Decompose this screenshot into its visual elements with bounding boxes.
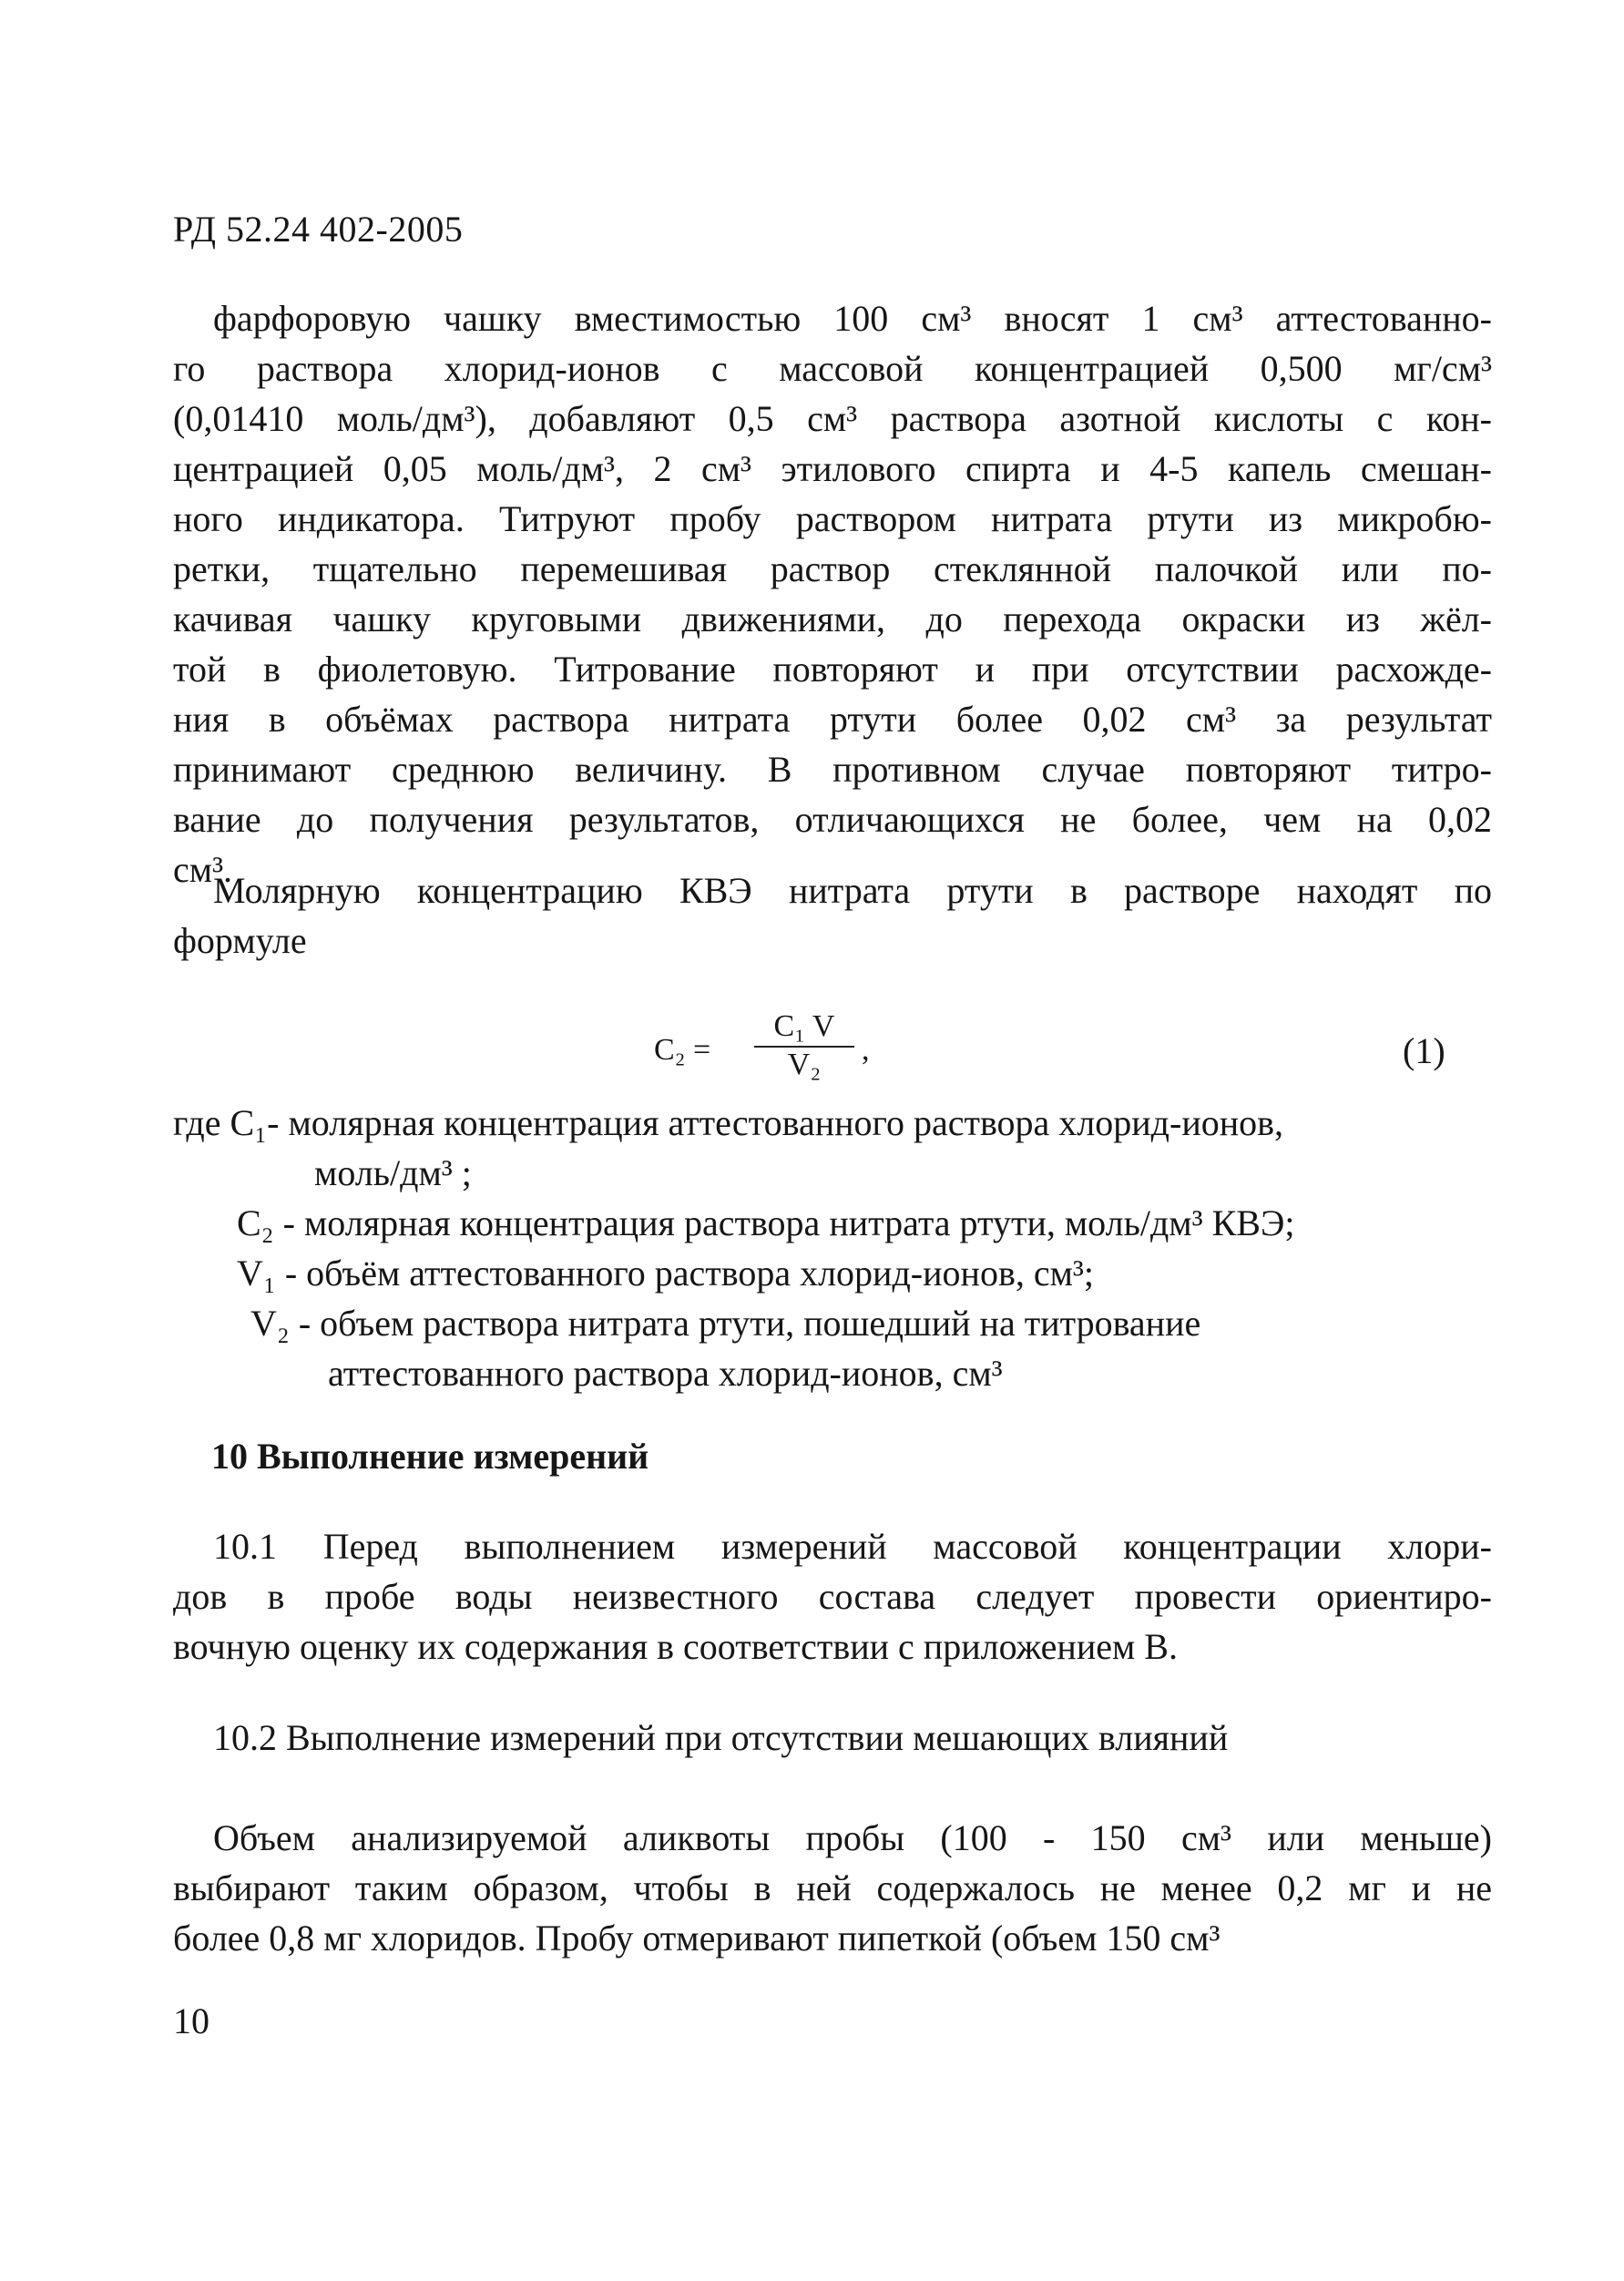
- paragraph-10-1: [173, 1521, 1492, 1672]
- page-number: 10: [173, 2000, 209, 2041]
- text-line: принимают среднюю величину. В противном случае повторяют титро-: [173, 749, 1492, 790]
- text-line: выбирают таким образом, чтобы в ней содержалось не менее 0,2 мг и не: [173, 1867, 1492, 1908]
- legend-line: моль/дм³ ;: [314, 1152, 472, 1193]
- text-line: ретки, тщательно перемешивая раствор стеклянной палочкой или по-: [173, 548, 1492, 589]
- text-line: вочную оценку их содержания в соответствии с приложением В.: [173, 1626, 1178, 1667]
- legend-line: C₂ - молярная концентрация раствора нитрата ртути, моль/дм³ КВЭ;: [237, 1202, 1295, 1243]
- text-line: 10.1 Перед выполнением измерений массовой концентрации хлори-: [213, 1526, 1492, 1567]
- legend-line: V₁ - объём аттестованного раствора хлорид-ионов, см³;: [237, 1253, 1094, 1294]
- text-line: центрацией 0,05 моль/дм³, 2 см³ этилового спирта и 4-5 капель смешан-: [173, 448, 1492, 489]
- text-line: Молярную концентрацию КВЭ нитрата ртути в растворе находят по: [213, 870, 1492, 911]
- legend-line: где C₁- молярная концентрация аттестованного раствора хлорид-ионов,: [173, 1102, 1284, 1143]
- text-line: см³.: [173, 849, 233, 890]
- text-line: (0,01410 моль/дм³), добавляют 0,5 см³ раствора азотной кислоты с кон-: [173, 398, 1492, 439]
- formula-denominator: V₂: [787, 1048, 822, 1081]
- paragraph-aliquot: [173, 1813, 1492, 1963]
- text-line: фарфоровую чашку вместимостью 100 см³ вносят 1 см³ аттестованно-: [213, 298, 1492, 339]
- text-line: вание до получения результатов, отличающихся не более, чем на 0,02: [173, 799, 1492, 840]
- text-line: го раствора хлорид-ионов с массовой концентрацией 0,500 мг/см³: [173, 348, 1492, 389]
- formula-numerator: C₁ V: [754, 1009, 854, 1048]
- formula-legend: [173, 1098, 1294, 1398]
- equation-number: (1): [1403, 1030, 1445, 1071]
- formula: [654, 1009, 891, 1100]
- formula-comma: ,: [862, 1033, 870, 1067]
- paragraph-formula-intro: [173, 865, 1492, 966]
- formula-lhs: C₂ =: [654, 1033, 711, 1067]
- paragraph-10-2: [173, 1713, 1492, 1763]
- text-line: дов в пробе воды неизвестного состава следует провести ориентиро-: [173, 1576, 1492, 1617]
- document-code: РД 52.24 402-2005: [173, 209, 464, 250]
- text-line: 10.2 Выполнение измерений при отсутствии мешающих влияний: [213, 1717, 1229, 1758]
- text-line: более 0,8 мг хлоридов. Пробу отмеривают пипеткой (объем 150 см³: [173, 1918, 1221, 1959]
- text-line: формуле: [173, 920, 307, 961]
- section-heading: 10 Выполнение измерений: [211, 1436, 649, 1477]
- text-line: качивая чашку круговыми движениями, до перехода окраски из жёл-: [173, 598, 1492, 639]
- text-line: той в фиолетовую. Титрование повторяют и при отсутствии расхожде-: [173, 649, 1492, 690]
- text-line: ния в объёмах раствора нитрата ртути более 0,02 см³ за результат: [173, 699, 1492, 740]
- legend-line: V₂ - объем раствора нитрата ртути, пошедший на титрование: [250, 1303, 1201, 1344]
- formula-fraction: [754, 1009, 854, 1082]
- text-line: ного индикатора. Титруют пробу раствором нитрата ртути из микробю-: [173, 498, 1492, 539]
- text-line: Объем анализируемой аликвоты пробы (100 - 150 см³ или меньше): [213, 1817, 1492, 1858]
- paragraph-titration: [173, 293, 1492, 895]
- legend-line: аттестованного раствора хлорид-ионов, см³: [328, 1353, 1003, 1394]
